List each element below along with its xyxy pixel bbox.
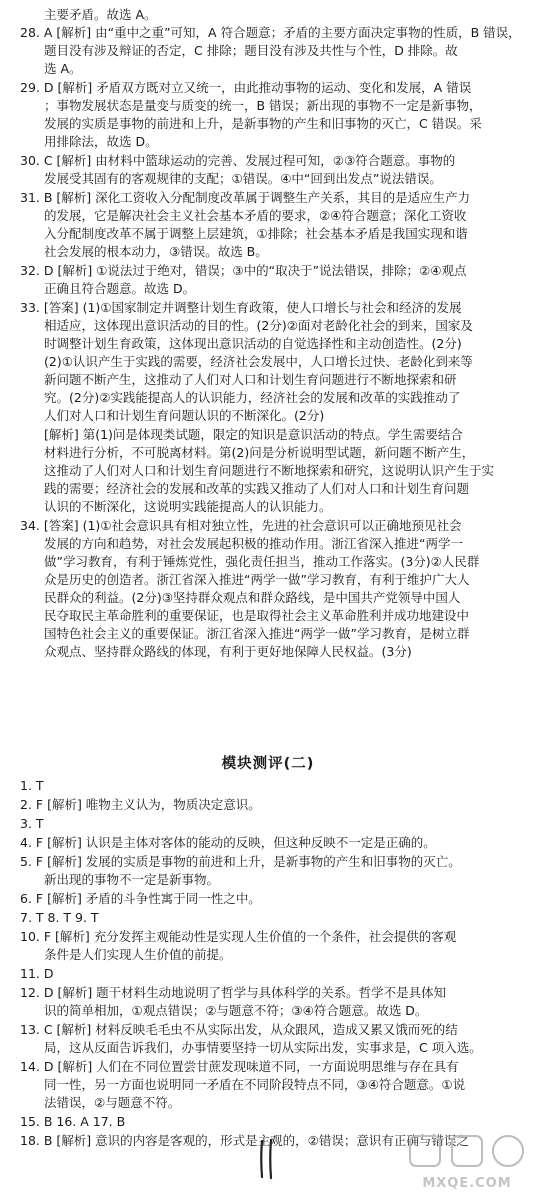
text-line: ；事物发展状态是量变与质变的统一，B 错误；新出现的事物不一定是新事物，	[44, 98, 482, 113]
text-line: 民群众的利益。(2分)③坚持群众观点和群众路线，是中国共产党领导中国人	[44, 590, 461, 605]
text-line: [解析] 第(1)问是体现类试题，限定的知识是意识活动的特点。学生需要结合	[44, 427, 463, 442]
text-line: 材料进行分析，不可脱离材料。第(2)问是分析说明型试题，新问题不断产生，	[44, 445, 475, 460]
text-line: 社会发展的根本动力，③错误。故选 B。	[44, 244, 268, 259]
answer-32: 32. D [解析] ①说法过于绝对，错误；③中的“取决于”说法错误，排除；②④观点	[20, 263, 467, 278]
answer-29: 29. D [解析] 矛盾双方既对立又统一，由此推动事物的运动、变化和发展，A 错误	[20, 80, 472, 95]
answer-1: 1. T	[20, 778, 44, 793]
text-line: 人们对人口和计划生育问题认识的不断深化。(2分)	[44, 408, 325, 423]
text-line: 新出现的事物不一定是新事物。	[44, 872, 220, 887]
text-line: (2)①认识产生于实践的需要，经济社会发展中，人口增长过快、老龄化到来等	[44, 354, 473, 369]
text-line: 践的需要；经济社会的发展和改革的实践又推动了人们对人口和计划生育问题	[44, 481, 470, 496]
section-title: 模块测评(二)	[221, 756, 315, 772]
text-line: 题目没有涉及辩证的否定，C 排除；题目没有涉及共性与个性，D 排除。故	[44, 43, 458, 58]
text-line: 新问题不断产生，这推动了人们对人口和计划生育问题进行不断地探索和研	[44, 372, 457, 387]
text-line: 民夺取民主革命胜利的重要保证，也是取得社会主义革命胜利并成功地建设中	[44, 608, 470, 623]
text-line: 发展的方向和趋势，对社会发展起积极的推动作用。浙江省深入推进“两学一	[44, 536, 463, 551]
text-line: 主要矛盾。故选 A。	[44, 7, 157, 22]
answer-34: 34. [答案] (1)①社会意识具有相对独立性，先进的社会意识可以正确地预见社会	[20, 518, 462, 533]
text-line: 用排除法，故选 D。	[44, 134, 158, 149]
text-line: 发展受其固有的客观规律的支配；①错误。④中“回到出发点”说法错误。	[44, 171, 442, 186]
answer-7-9: 7. T 8. T 9. T	[20, 910, 99, 925]
text-line: 做”学习教育，有利于锤炼党性，强化责任担当，推动工作落实。(3分)②人民群	[44, 554, 480, 569]
text-line: 这推动了人们对人口和计划生育问题进行不断地探索和研究，这说明认识产生于实	[44, 463, 495, 478]
text-line: 同一性，另一方面也说明同一矛盾在不同阶段特点不同，③④符合题意。①说	[44, 1077, 466, 1092]
text-line: 时调整计划生育政策，这体现出意识活动的自觉选择性和主动创造性。(2分)	[44, 336, 462, 351]
text-line: 发展的实质是事物的前进和上升，是新事物的产生和旧事物的灭亡，C 错误。采	[44, 116, 482, 131]
text-line: 认识的不断深化，这说明实践能提高人的认识能力。	[44, 499, 332, 514]
svg-text:MXQE.COM: MXQE.COM	[422, 1176, 512, 1191]
text-line: 识的简单相加，①观点错误；②与题意不符；③④符合题意。故选 D。	[44, 1003, 428, 1018]
answer-12: 12. D [解析] 题干材料生动地说明了哲学与具体科学的关系。哲学不是具体知	[20, 985, 447, 1000]
text-line: 相适应，这体现出意识活动的目的性。(2分)②面对老龄化社会的到来，国家及	[44, 318, 473, 333]
answer-5: 5. F [解析] 发展的实质是事物的前进和上升，是新事物的产生和旧事物的灭亡。	[20, 854, 461, 869]
text-line: 众是历史的创造者。浙江省深入推进“两学一做”学习教育，有利于维护广大人	[44, 572, 470, 587]
answer-3: 3. T	[20, 816, 44, 831]
watermark-logo	[408, 1132, 526, 1192]
text-line: 正确且符合题意。故选 D。	[44, 281, 196, 296]
text-line: 究。(2分)②实践能提高人的认识能力，经济社会的发展和改革的实践推动了	[44, 390, 461, 405]
answer-31: 31. B [解析] 深化工资收入分配制度改革属于调整生产关系，其目的是适应生产力	[20, 190, 471, 205]
answer-11: 11. D	[20, 966, 54, 981]
text-line: 条件是人们实现人生价值的前提。	[44, 947, 232, 962]
text-line: 众观点、坚持群众路线的体现，有利于更好地保障人民权益。(3分)	[44, 644, 412, 659]
answer-13: 13. C [解析] 材料反映毛毛虫不从实际出发，从众跟风，造成又累又饿而死的结	[20, 1022, 458, 1037]
answer-18: 18. B [解析] 意识的内容是客观的，形式是主观的，②错误；意识有正确与错误之	[20, 1133, 469, 1148]
answer-30: 30. C [解析] 由材料中篮球运动的完善、发展过程可知，②③符合题意。事物的	[20, 153, 456, 168]
answer-33: 33. [答案] (1)①国家制定并调整计划生育政策，使人口增长与社会和经济的发展	[20, 300, 462, 315]
text-line: 法错误，②与题意不符。	[44, 1095, 181, 1110]
text-line: 国特色社会主义的重要保证。浙江省深入推进“两学一做”学习教育，是树立群	[44, 626, 470, 641]
text-line: 选 A。	[44, 61, 82, 76]
answer-15-17: 15. B 16. A 17. B	[20, 1114, 126, 1129]
text-line: 的发展，它是解决社会主义社会基本矛盾的要求，②④符合题意；深化工资收	[44, 208, 467, 223]
answer-4: 4. F [解析] 认识是主体对客体的能动的反映，但这种反映不一定是正确的。	[20, 835, 436, 850]
answer-10: 10. F [解析] 充分发挥主观能动性是实现人生价值的一个条件，社会提供的客观	[20, 929, 457, 944]
answer-28: 28. A [解析] 由“重中之重”可知，A 符合题意；矛盾的主要方面决定事物的性质，B 错误，	[20, 25, 521, 40]
handwritten-page-mark	[255, 1138, 279, 1180]
text-line: 局，这从反面告诉我们，办事情要坚持一切从实际出发，实事求是，C 项入选。	[44, 1040, 482, 1055]
answer-14: 14. D [解析] 人们在不同位置尝甘蔗发现味道不同，一方面说明思维与存在具有	[20, 1059, 459, 1074]
answer-6: 6. F [解析] 矛盾的斗争性寓于同一性之中。	[20, 891, 261, 906]
text-line: 入分配制度改革不属于调整上层建筑，①排除；社会基本矛盾是我国实现和谐	[44, 226, 468, 241]
answer-2: 2. F [解析] 唯物主义认为，物质决定意识。	[20, 797, 261, 812]
